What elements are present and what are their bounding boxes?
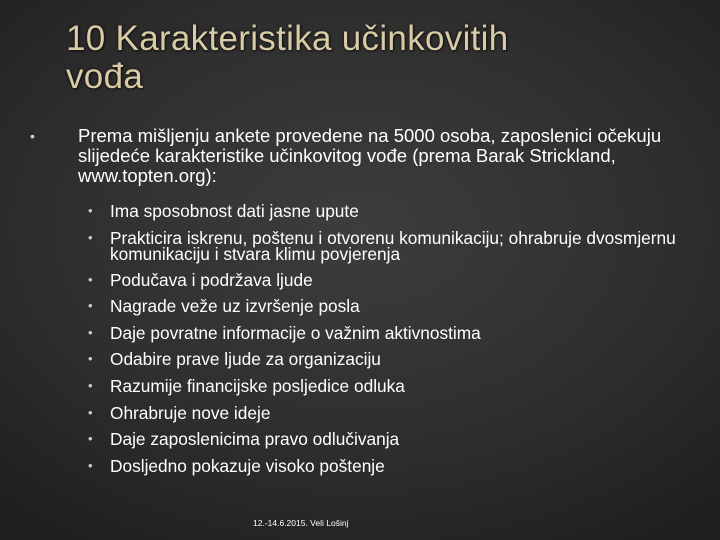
list-item-text: Nagrade veže uz izvršenje posla bbox=[110, 296, 360, 317]
bullet-icon: • bbox=[88, 324, 93, 340]
slide-title-line-1: 10 Karakteristika učinkovitih bbox=[66, 19, 509, 58]
bullet-icon: • bbox=[88, 271, 93, 287]
list-item bbox=[88, 225, 680, 267]
slide-body bbox=[30, 126, 680, 479]
bullet-icon: • bbox=[88, 404, 93, 420]
slide-footer: 12.-14.6.2015. Veli Lošinj bbox=[253, 518, 349, 528]
bullet-icon: • bbox=[88, 431, 93, 447]
list-item-text: Podučava i podržava ljude bbox=[110, 269, 313, 290]
list-item-text: Prakticira iskrenu, poštenu i otvorenu komunikaciju; ohrabruje dvosmjernu komunikaciju i stvara klimu povjerenja bbox=[110, 227, 676, 264]
list-item-text: Odabire prave ljude za organizaciju bbox=[110, 349, 381, 370]
characteristics-list bbox=[30, 198, 680, 479]
bullet-icon: • bbox=[88, 298, 93, 314]
list-item-text: Ohrabruje nove ideje bbox=[110, 402, 271, 423]
list-item-text: Dosljedno pokazuje visoko poštenje bbox=[110, 455, 385, 476]
lead-paragraph bbox=[30, 126, 680, 186]
list-item bbox=[88, 198, 680, 225]
list-item-text: Daje zaposlenicima pravo odlučivanja bbox=[110, 429, 400, 450]
list-item bbox=[88, 293, 680, 320]
list-item-text: Razumije financijske posljedice odluka bbox=[110, 375, 405, 396]
list-item bbox=[88, 320, 680, 347]
list-item bbox=[88, 373, 680, 400]
list-item bbox=[88, 426, 680, 453]
list-item-text: Daje povratne informacije o važnim aktivnostima bbox=[110, 322, 481, 343]
bullet-icon: • bbox=[88, 351, 93, 367]
bullet-icon: • bbox=[88, 377, 93, 393]
list-item bbox=[88, 453, 680, 480]
list-item-text: Ima sposobnost dati jasne upute bbox=[110, 201, 359, 221]
bullet-icon: • bbox=[88, 457, 93, 473]
bullet-icon: • bbox=[88, 203, 93, 218]
slide-title bbox=[66, 20, 666, 96]
bullet-icon: • bbox=[88, 229, 93, 245]
bullet-icon: • bbox=[30, 128, 35, 144]
list-item bbox=[88, 267, 680, 294]
lead-text: Prema mišljenju ankete provedene na 5000 osoba, zaposlenici očekuju slijedeće karakteristike učinkovitog vođe (prema Barak Strickland, www.topten.org): bbox=[78, 125, 662, 186]
list-item bbox=[88, 400, 680, 427]
list-item bbox=[88, 346, 680, 373]
slide-title-line-2: vođa bbox=[66, 57, 144, 96]
